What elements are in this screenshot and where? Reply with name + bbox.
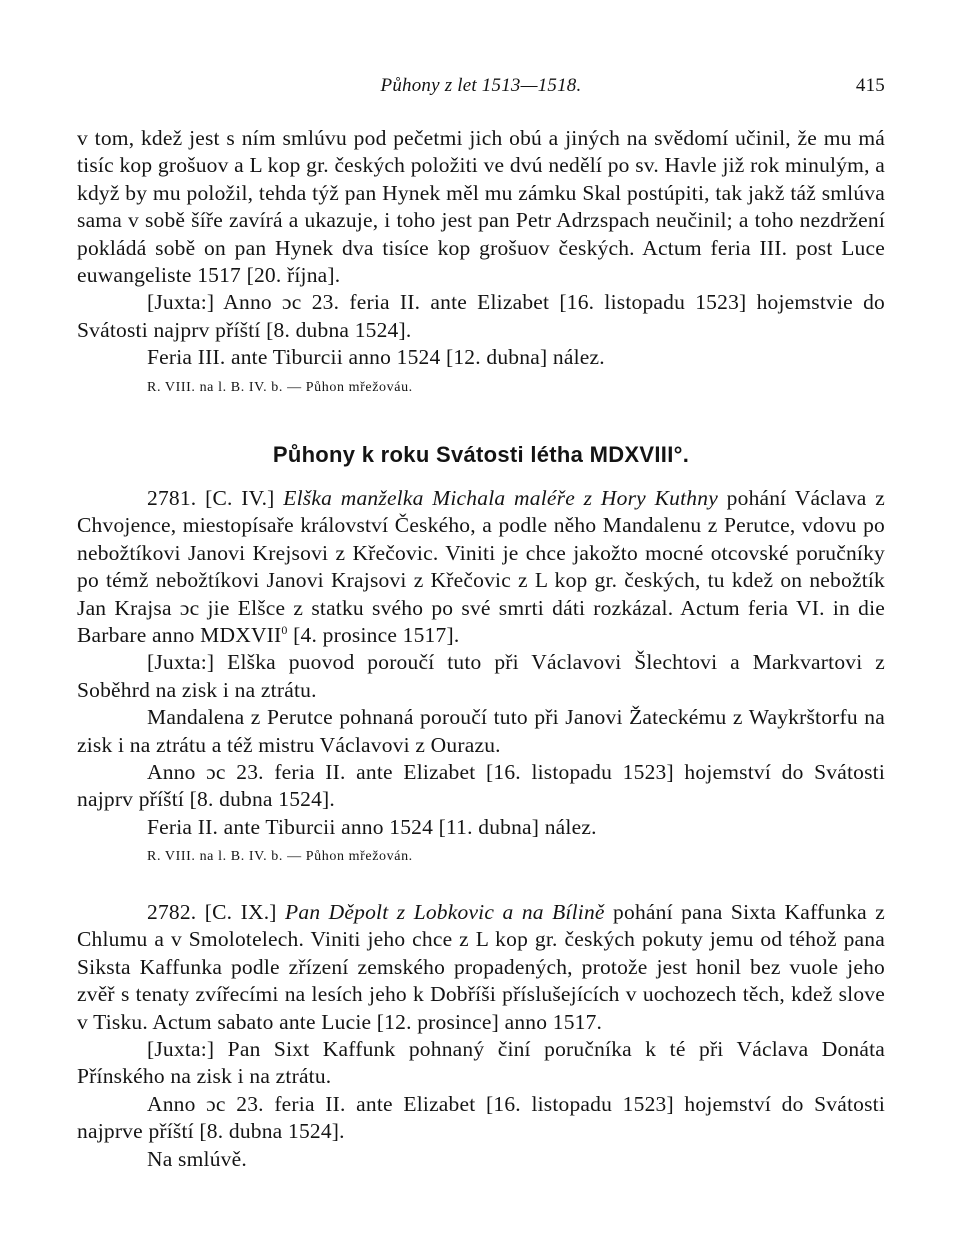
page-header <box>77 72 885 100</box>
register-reference: R. VIII. na l. B. IV. b. — Půhon mřežováu. <box>147 379 413 395</box>
anno-note: Anno ɔc 23. feria II. ante Elizabet [16. listopadu 1523] hojemství do Svátosti najprve příští [8. dubna 1524]. <box>77 1091 885 1144</box>
feria-note: Feria III. ante Tiburcii anno 1524 [12. dubna] nález. <box>147 345 605 370</box>
register-reference: R. VIII. na l. B. IV. b. — Půhon mřežován. <box>147 849 413 865</box>
plaintiff-name: Elška manželka Michala maléře z Hory Kuthny <box>283 486 718 510</box>
anno-note: Anno ɔc 23. feria II. ante Elizabet [16. listopadu 1523] hojemství do Svátosti najprv příští [8. dubna 1524]. <box>77 760 885 812</box>
entry-2781 <box>77 485 885 871</box>
entry-paragraph <box>77 485 885 649</box>
plaintiff-name: Pan Děpolt z Lobkovic a na Bílině <box>285 900 605 924</box>
entry-date: [4. prosince 1517]. <box>287 623 460 648</box>
section-title: Půhony k roku Svátosti létha MDXVIII°. <box>272 442 690 467</box>
juxta-note: [Juxta:] Elška puovod poroučí tuto při Václavovi Šlechtovi a Markvartovi z Soběhrd na zisk i na ztrátu. <box>77 650 885 702</box>
smluve-note: Na smlúvě. <box>147 1146 247 1171</box>
entry-paragraph <box>77 899 885 1036</box>
feria-note: Feria II. ante Tiburcii anno 1524 [11. dubna] nález. <box>147 814 597 839</box>
entry-number: 2781. [C. IV.] <box>147 486 275 510</box>
continued-paragraph: v tom, kdež jest s ním smlúvu pod pečetmi jich obú a jiných na svědomí učinil, že mu má tisíc kop grošuov a L kop gr. českých položiti ve dvú nedělí po sv. Havle již rok minulým, a když by mu položil, tehda týž pan Hynek měl mu zámku Skal postúpiti, tak jakž táž smlúva sama v sobě šíře zavírá a ukazuje, i toho jest pan Petr Adrzspach neučinil; a toho nezdržení pokládá sobě on pan Hynek dva tisíce kop grošuov českých. Actum feria III. post Luce euwangeliste 1517 [20. října]. <box>77 126 885 288</box>
juxta-note: [Juxta:] Pan Sixt Kaffunk pohnaný činí poručníka k té při Václava Donáta Přínského na zisk i na ztrátu. <box>77 1037 885 1089</box>
continued-entry <box>77 125 885 401</box>
entry-number: 2782. [C. IX.] <box>147 900 277 924</box>
superscript: 0 <box>281 622 288 637</box>
defendant-note: Mandalena z Perutce pohnaná poroučí tuto při Janovi Žateckému z Waykrštorfu na zisk i na ztrátu a též mistru Václavovi z Ourazu. <box>77 705 885 757</box>
entry-text: pohání Václava z Chvojence, miestopísaře království Českého, a podle něho Mandalenu z Perutce, vdovu po nebožtíkovi Janovi Krejsovi z Křečovic. Viniti je chce jakožto mocné otcovské poručníky po témž nebožtíkovi Janovi Krajsovi z Křečovic z L kop gr. českých, tu kdež on nebožtík Jan Krajsa ɔc jie Elšce z statku svého po své smrti dáti rozkázal. Actum feria VI. in die Barbare anno MDXVII <box>77 486 885 648</box>
entry-text: pohání pana Sixta Kaffunka z Chlumu a v Smolotelech. Viniti jeho chce z L kop gr. českých pokuty jemu od téhož pana Siksta Kaffunka podle zřízení zemského propadených, protože jest honil bez vuole jeho zvěř s tenaty zvířecími na lesích jeho k Dobříši příslušejících v uochozech těch, kdež slove v Tisku. Actum sabato ante Lucie [12. prosince] anno 1517. <box>77 900 886 1034</box>
page-number: 415 <box>855 75 885 96</box>
juxta-note: [Juxta:] Anno ɔc 23. feria II. ante Elizabet [16. listopadu 1523] hojemstvie do Svátosti najprv příští [8. dubna 1524]. <box>77 290 885 342</box>
entry-2782 <box>77 899 885 1173</box>
running-title: Půhony z let 1513—1518. <box>380 75 582 96</box>
